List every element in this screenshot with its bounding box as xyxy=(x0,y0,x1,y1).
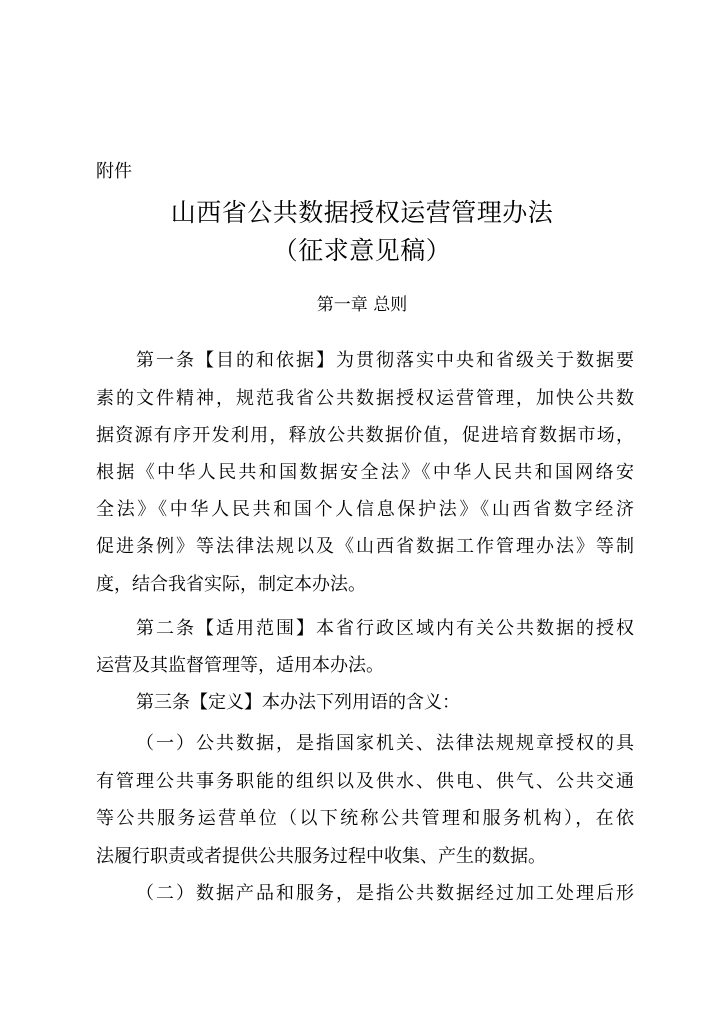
paragraph-line: 有管理公共事务职能的组织以及供水、供电、供气、公共交通 xyxy=(96,771,634,792)
paragraph-line: 根据《中华人民共和国数据安全法》《中华人民共和国网络安 xyxy=(96,462,634,483)
paragraph-line: 等公共服务运营单位（以下统称公共管理和服务机构），在依 xyxy=(96,808,634,829)
chapter-heading: 第一章 总则 xyxy=(316,295,408,315)
paragraph-line: 度，结合我省实际，制定本办法。 xyxy=(96,574,366,595)
paragraph-line: （二）数据产品和服务，是指公共数据经过加工处理后形 xyxy=(136,883,634,904)
paragraph-line: 第二条【适用范围】本省行政区域内有关公共数据的授权 xyxy=(136,618,634,639)
document-title: 山西省公共数据授权运营管理办法 xyxy=(170,198,554,227)
paragraph-line: 素的文件精神，规范我省公共数据授权运营管理，加快公共数 xyxy=(96,388,634,409)
paragraph-line: 法履行职责或者提供公共服务过程中收集、产生的数据。 xyxy=(96,846,546,867)
paragraph-line: （一）公共数据，是指国家机关、法律法规规章授权的具 xyxy=(136,733,634,754)
paragraph-line: 促进条例》等法律法规以及《山西省数据工作管理办法》等制 xyxy=(96,536,634,557)
paragraph-line: 据资源有序开发利用，释放公共数据价值，促进培育数据市场， xyxy=(96,425,634,446)
document-subtitle: （征求意见稿） xyxy=(272,236,452,265)
paragraph-line: 第一条【目的和依据】为贯彻落实中央和省级关于数据要 xyxy=(136,350,634,371)
attachment-label: 附件 xyxy=(96,161,132,182)
paragraph-line: 全法》《中华人民共和国个人信息保护法》《山西省数字经济 xyxy=(96,499,634,520)
paragraph-line: 第三条【定义】本办法下列用语的含义： xyxy=(136,692,460,713)
paragraph-line: 运营及其监督管理等，适用本办法。 xyxy=(96,655,384,676)
